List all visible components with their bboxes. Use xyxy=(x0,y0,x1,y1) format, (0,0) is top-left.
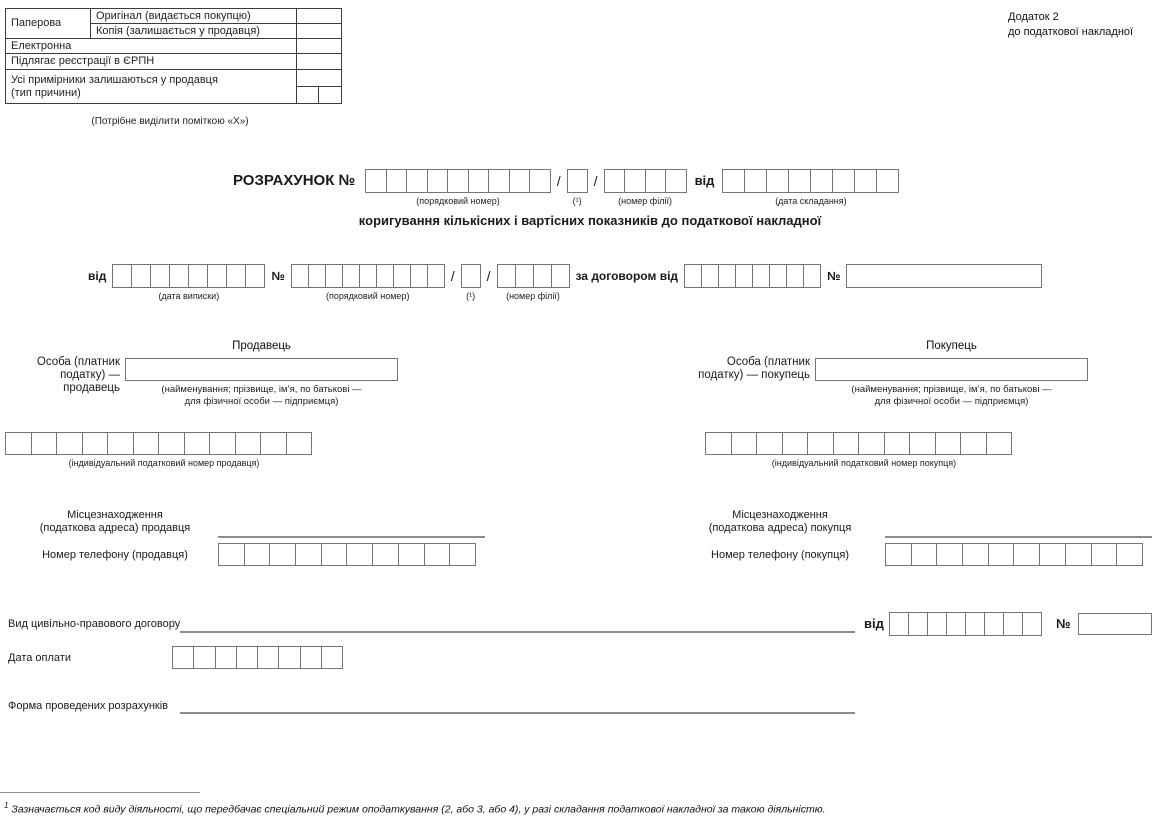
input-cell[interactable] xyxy=(325,264,343,288)
input-cell[interactable] xyxy=(245,264,265,288)
footnote-body: Зазначається код виду діяльності, що передбачає спеціальний режим оподаткування (2, або 3, або 4), у разі складання податкової накладної за такою діяльністю. xyxy=(11,803,826,816)
buyer-address-line1: Місцезнаходження xyxy=(732,509,828,521)
seller-name-caption-line2: для фізичної особи — підприємця) xyxy=(184,396,339,407)
seller-name-caption xyxy=(125,384,398,408)
input-cell[interactable] xyxy=(786,264,804,288)
input-cell[interactable] xyxy=(372,543,399,566)
invoice-serial-cells xyxy=(291,264,445,288)
buyer-person-line1: Особа (платник xyxy=(726,356,810,368)
buyer-tin-group xyxy=(705,432,1023,469)
paper-label: Паперова xyxy=(6,9,91,39)
contract-type-label: Вид цивільно-правового договору xyxy=(8,618,181,630)
input-cell[interactable] xyxy=(5,432,32,455)
buyer-phone-label: Номер телефону (покупця) xyxy=(711,549,849,561)
form-subtitle: коригування кількісних і вартісних показників до податкової накладної xyxy=(358,213,822,228)
seller-address-line2: (податкова адреса) продавця xyxy=(39,522,191,534)
checkbox-electronic[interactable] xyxy=(297,39,342,54)
invoice-activity-code-cell xyxy=(461,264,481,288)
slash-separator: / xyxy=(556,173,561,189)
input-cell[interactable] xyxy=(807,432,834,455)
buyer-name-caption xyxy=(815,384,1088,408)
input-cell[interactable] xyxy=(909,432,936,455)
contract-row-no-label: № xyxy=(1056,616,1071,631)
input-cell[interactable] xyxy=(169,264,189,288)
caption-issue-date: (дата виписки) xyxy=(158,291,220,301)
seller-name-input[interactable] xyxy=(125,358,398,381)
input-cell[interactable] xyxy=(295,543,322,566)
input-cell[interactable] xyxy=(782,432,809,455)
input-cell[interactable] xyxy=(393,264,411,288)
input-cell[interactable] xyxy=(756,432,783,455)
input-cell[interactable] xyxy=(1022,612,1042,636)
buyer-person-line2: податку) — покупець xyxy=(698,369,810,381)
input-cell[interactable] xyxy=(744,169,767,193)
copy-label: Копія (залишається у продавця) xyxy=(91,24,297,39)
buyer-name-caption-line2: для фізичної особи — підприємця) xyxy=(874,396,1029,407)
contract-no-label: № xyxy=(827,269,841,283)
input-cell[interactable] xyxy=(133,432,160,455)
input-cell[interactable] xyxy=(810,169,833,193)
input-cell[interactable] xyxy=(346,543,373,566)
input-cell[interactable] xyxy=(56,432,83,455)
footnote-marker: 1 xyxy=(4,801,9,810)
input-cell[interactable] xyxy=(257,646,279,669)
input-cell[interactable] xyxy=(858,432,885,455)
input-cell[interactable] xyxy=(359,264,377,288)
seller-person-label xyxy=(5,356,120,395)
input-cell[interactable] xyxy=(854,169,877,193)
seller-address-line-input[interactable] xyxy=(218,536,485,538)
buyer-name-caption-line1: (найменування; прізвище, ім’я, по батькові — xyxy=(851,384,1052,395)
buyer-name-input[interactable] xyxy=(815,358,1088,381)
input-cell[interactable] xyxy=(984,612,1004,636)
calc-date-cells xyxy=(722,169,899,193)
input-cell[interactable] xyxy=(889,612,909,636)
payment-date-label: Дата оплати xyxy=(8,652,71,664)
seller-address-line1: Місцезнаходження xyxy=(67,509,163,521)
input-cell[interactable] xyxy=(515,264,534,288)
invoice-branch-group xyxy=(497,264,570,302)
original-label: Оригінал (видається покупцю) xyxy=(91,9,297,24)
input-cell[interactable] xyxy=(833,432,860,455)
input-cell[interactable] xyxy=(226,264,246,288)
input-cell[interactable] xyxy=(447,169,469,193)
input-cell[interactable] xyxy=(244,543,271,566)
contract-date-cells xyxy=(684,264,821,288)
checkbox-reason-type-2[interactable] xyxy=(319,87,342,104)
buyer-person-label xyxy=(695,356,810,382)
form-type-table xyxy=(5,8,342,104)
input-cell[interactable] xyxy=(551,264,570,288)
input-cell[interactable] xyxy=(832,169,855,193)
buyer-tin-caption: (індивідуальний податковий номер покупця) xyxy=(771,458,957,468)
input-cell[interactable] xyxy=(1039,543,1066,566)
input-cell[interactable] xyxy=(218,543,245,566)
input-cell[interactable] xyxy=(936,543,963,566)
settlement-form-label: Форма проведених розрахунків xyxy=(8,700,168,712)
input-cell[interactable] xyxy=(112,264,132,288)
settlement-form-line-input[interactable] xyxy=(180,712,855,714)
checkbox-copy[interactable] xyxy=(297,24,342,39)
input-cell[interactable] xyxy=(935,432,962,455)
all-copies-line2: (тип причини) xyxy=(11,86,81,99)
input-cell[interactable] xyxy=(509,169,531,193)
calc-serial-group xyxy=(365,169,551,207)
input-cell[interactable] xyxy=(300,646,322,669)
input-cell[interactable] xyxy=(410,264,428,288)
checkbox-erpn[interactable] xyxy=(297,54,342,70)
input-cell[interactable] xyxy=(131,264,151,288)
input-cell[interactable] xyxy=(624,169,646,193)
input-cell[interactable] xyxy=(209,432,236,455)
appendix-line1: Додаток 2 xyxy=(1008,11,1059,23)
invoice-branch-cells xyxy=(497,264,570,288)
invoice-date-cells xyxy=(112,264,265,288)
input-cell[interactable] xyxy=(1091,543,1118,566)
input-cell[interactable] xyxy=(107,432,134,455)
checkbox-reason-type-1[interactable] xyxy=(297,87,319,104)
vid-label: від xyxy=(694,173,715,188)
input-cell[interactable] xyxy=(321,543,348,566)
input-cell[interactable] xyxy=(449,543,476,566)
caption-footnote-1: (¹) xyxy=(572,196,582,206)
input-cell[interactable] xyxy=(235,432,262,455)
input-cell[interactable] xyxy=(788,169,811,193)
all-copies-label xyxy=(6,70,297,104)
input-cell[interactable] xyxy=(398,543,425,566)
invoice-no-label: № xyxy=(271,269,285,283)
caption-branch-number: (номер філії) xyxy=(506,291,560,301)
input-cell[interactable] xyxy=(885,543,912,566)
input-cell[interactable] xyxy=(150,264,170,288)
seller-phone-cells xyxy=(218,543,476,566)
calc-activity-code-cell xyxy=(567,169,588,193)
input-cell[interactable] xyxy=(769,264,787,288)
input-cell[interactable] xyxy=(567,169,588,193)
input-cell[interactable] xyxy=(604,169,626,193)
input-cell[interactable] xyxy=(988,543,1015,566)
seller-person-line1: Особа (платник xyxy=(36,356,120,368)
input-cell[interactable] xyxy=(31,432,58,455)
input-cell[interactable] xyxy=(1065,543,1092,566)
input-cell[interactable] xyxy=(705,432,732,455)
input-cell[interactable] xyxy=(927,612,947,636)
seller-tin-cells xyxy=(5,432,312,455)
slash-separator: / xyxy=(450,268,455,284)
seller-person-line2: податку) — продавець xyxy=(60,369,120,394)
calc-activity-code-group xyxy=(567,169,588,207)
all-copies-line1: Усі примірники залишаються у продавця xyxy=(11,73,218,86)
caption-serial-number: (порядковий номер) xyxy=(325,291,410,301)
slash-separator: / xyxy=(486,268,491,284)
input-cell[interactable] xyxy=(342,264,360,288)
mark-x-note: (Потрібне виділити поміткою «Х») xyxy=(91,116,249,127)
input-cell[interactable] xyxy=(82,432,109,455)
buyer-tin-cells xyxy=(705,432,1012,455)
input-cell[interactable] xyxy=(365,169,387,193)
input-cell[interactable] xyxy=(876,169,899,193)
footnote-text xyxy=(4,799,1152,817)
calc-branch-group xyxy=(604,169,687,207)
form-title: РОЗРАХУНОК № xyxy=(233,172,356,189)
input-cell[interactable] xyxy=(960,432,987,455)
calc-date-group xyxy=(722,169,899,207)
input-cell[interactable] xyxy=(468,169,490,193)
input-cell[interactable] xyxy=(911,543,938,566)
input-cell[interactable] xyxy=(193,646,215,669)
buyer-phone-cells xyxy=(885,543,1143,566)
checkbox-all-copies[interactable] xyxy=(297,70,342,87)
input-cell[interactable] xyxy=(1013,543,1040,566)
input-cell[interactable] xyxy=(427,169,449,193)
input-cell[interactable] xyxy=(803,264,821,288)
input-cell[interactable] xyxy=(376,264,394,288)
payment-date-cells xyxy=(172,646,343,669)
calc-title-row xyxy=(233,169,899,207)
input-cell[interactable] xyxy=(908,612,928,636)
input-cell[interactable] xyxy=(665,169,687,193)
invoice-serial-group xyxy=(291,264,445,302)
input-cell[interactable] xyxy=(731,432,758,455)
contract-row-date-cells xyxy=(889,612,1042,636)
input-cell[interactable] xyxy=(752,264,770,288)
seller-header: Продавець xyxy=(232,340,291,352)
input-cell[interactable] xyxy=(986,432,1013,455)
input-cell[interactable] xyxy=(406,169,428,193)
input-cell[interactable] xyxy=(722,169,745,193)
footnote-divider xyxy=(0,792,200,793)
buyer-address-label xyxy=(690,509,870,535)
input-cell[interactable] xyxy=(269,543,296,566)
input-cell[interactable] xyxy=(172,646,194,669)
invoice-vid-label: від xyxy=(88,269,107,283)
input-cell[interactable] xyxy=(735,264,753,288)
electronic-label: Електронна xyxy=(6,39,297,54)
checkbox-original[interactable] xyxy=(297,9,342,24)
input-cell[interactable] xyxy=(386,169,408,193)
contract-row-vid-label: від xyxy=(864,616,884,631)
input-cell[interactable] xyxy=(158,432,185,455)
caption-branch-number: (номер філії) xyxy=(618,196,672,206)
input-cell[interactable] xyxy=(701,264,719,288)
input-cell[interactable] xyxy=(529,169,551,193)
contract-type-line-input[interactable] xyxy=(180,631,855,633)
invoice-date-group xyxy=(112,264,265,302)
input-cell[interactable] xyxy=(188,264,208,288)
input-cell[interactable] xyxy=(215,646,237,669)
input-cell[interactable] xyxy=(497,264,516,288)
contract-row-number-input[interactable] xyxy=(1078,613,1152,635)
appendix-line2: до податкової накладної xyxy=(1008,26,1134,38)
seller-tin-group xyxy=(5,432,323,469)
input-cell[interactable] xyxy=(286,432,313,455)
appendix-note xyxy=(1008,10,1133,40)
input-cell[interactable] xyxy=(965,612,985,636)
caption-compile-date: (дата складання) xyxy=(775,196,847,206)
input-cell[interactable] xyxy=(645,169,667,193)
calc-branch-cells xyxy=(604,169,687,193)
contract-number-input[interactable] xyxy=(846,264,1042,288)
invoice-activity-code-group xyxy=(461,264,481,302)
input-cell[interactable] xyxy=(278,646,300,669)
input-cell[interactable] xyxy=(427,264,445,288)
input-cell[interactable] xyxy=(424,543,451,566)
input-cell[interactable] xyxy=(236,646,258,669)
input-cell[interactable] xyxy=(1116,543,1143,566)
slash-separator: / xyxy=(593,173,598,189)
buyer-address-line-input[interactable] xyxy=(885,536,1152,538)
input-cell[interactable] xyxy=(461,264,481,288)
invoice-reference-row xyxy=(88,264,1042,302)
input-cell[interactable] xyxy=(766,169,789,193)
erpn-label: Підлягає реєстрації в ЄРПН xyxy=(6,54,297,70)
caption-serial-number: (порядковий номер) xyxy=(416,196,500,206)
input-cell[interactable] xyxy=(946,612,966,636)
seller-tin-caption: (індивідуальний податковий номер продавця) xyxy=(68,458,260,468)
input-cell[interactable] xyxy=(308,264,326,288)
input-cell[interactable] xyxy=(884,432,911,455)
input-cell[interactable] xyxy=(184,432,211,455)
buyer-address-line2: (податкова адреса) покупця xyxy=(708,522,852,534)
buyer-header: Покупець xyxy=(926,340,977,352)
input-cell[interactable] xyxy=(684,264,702,288)
input-cell[interactable] xyxy=(718,264,736,288)
contract-vid-label: за договором від xyxy=(575,269,679,283)
caption-footnote-1: (¹) xyxy=(466,291,476,301)
input-cell[interactable] xyxy=(488,169,510,193)
seller-name-caption-line1: (найменування; прізвище, ім’я, по батькові — xyxy=(161,384,362,395)
input-cell[interactable] xyxy=(1003,612,1023,636)
input-cell[interactable] xyxy=(962,543,989,566)
calc-serial-cells xyxy=(365,169,551,193)
input-cell[interactable] xyxy=(260,432,287,455)
input-cell[interactable] xyxy=(291,264,309,288)
seller-phone-label: Номер телефону (продавця) xyxy=(42,549,188,561)
input-cell[interactable] xyxy=(533,264,552,288)
input-cell[interactable] xyxy=(207,264,227,288)
input-cell[interactable] xyxy=(321,646,343,669)
seller-address-label xyxy=(25,509,205,535)
